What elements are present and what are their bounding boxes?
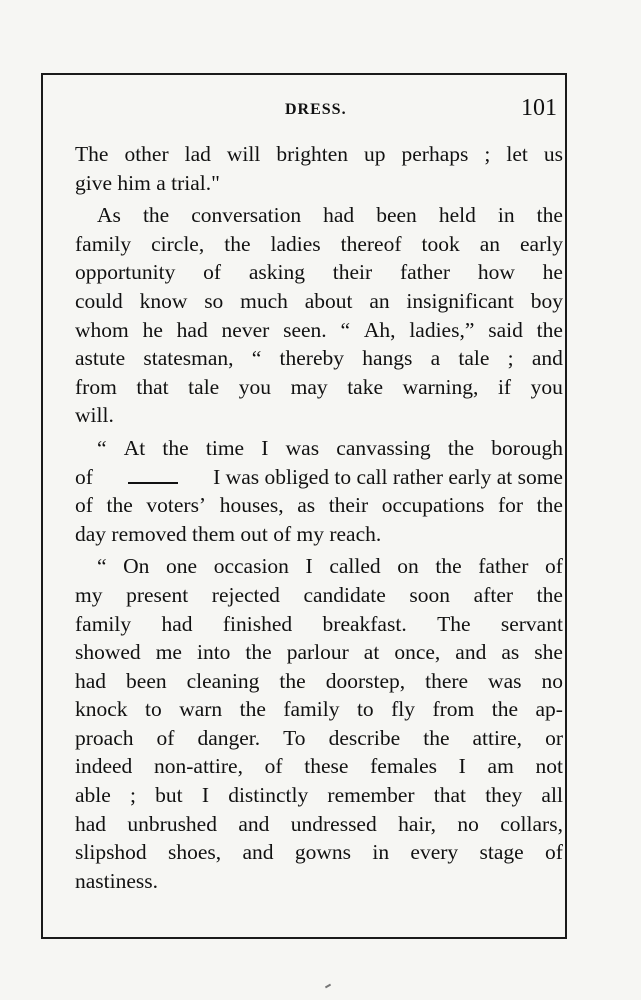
running-head — [75, 95, 565, 127]
word: the — [536, 582, 563, 607]
word: the — [435, 554, 462, 579]
word: he — [142, 317, 163, 342]
word: collars, — [500, 811, 563, 836]
word: ladies,” — [409, 317, 475, 342]
word: To — [283, 725, 306, 750]
word: statesman, — [143, 346, 234, 371]
word: parlour — [286, 640, 349, 665]
word: seen. — [283, 317, 327, 342]
word: hangs — [362, 346, 413, 371]
word: ; — [507, 346, 514, 371]
word: opportunity — [75, 260, 176, 285]
body-text — [75, 140, 563, 899]
word: had — [176, 317, 208, 342]
word: of — [545, 840, 563, 865]
word: On — [123, 554, 150, 579]
word: am — [487, 754, 514, 779]
word: there — [425, 668, 469, 693]
word: borough — [491, 435, 563, 460]
word: that — [136, 374, 169, 399]
word: other — [124, 142, 169, 166]
word: As — [97, 203, 121, 228]
text-line — [75, 838, 563, 867]
word: the — [536, 493, 563, 518]
word: of — [264, 754, 283, 779]
word: boy — [530, 288, 563, 313]
word: not — [535, 754, 563, 779]
word: knock — [75, 697, 128, 722]
word: the — [106, 493, 133, 518]
word: could — [75, 288, 123, 313]
word: the — [142, 203, 170, 228]
word: hair, — [398, 811, 437, 836]
word: able — [75, 783, 111, 808]
text-line — [75, 316, 563, 345]
word: how — [477, 260, 515, 285]
word: for — [498, 493, 524, 518]
word: at — [363, 640, 380, 665]
word: “ — [340, 317, 351, 342]
word: circle, — [151, 231, 205, 256]
word: I — [261, 435, 269, 460]
word: no — [541, 668, 563, 693]
text-line — [75, 258, 563, 287]
word: proach — [75, 725, 134, 750]
word: called — [329, 554, 381, 579]
paragraph-1 — [75, 140, 563, 197]
word: thereby — [279, 346, 344, 371]
word: describe — [328, 725, 401, 750]
word: “ — [251, 346, 262, 371]
word: of — [75, 493, 93, 518]
word: had — [161, 611, 193, 636]
word: finished — [222, 611, 293, 636]
text-line — [75, 581, 563, 610]
text-line — [75, 230, 563, 259]
word: the — [447, 435, 475, 460]
word: let — [506, 142, 528, 166]
word: but — [155, 783, 183, 808]
word: me — [155, 640, 182, 665]
word: from — [432, 697, 475, 722]
word: been — [376, 203, 417, 228]
word: candidate — [303, 582, 386, 607]
word: canvassing — [336, 435, 431, 460]
word: every — [410, 840, 459, 865]
word: astute — [75, 346, 126, 371]
word: asking — [248, 260, 305, 285]
word: I — [305, 554, 313, 579]
word: in — [372, 840, 390, 865]
print-speck — [325, 984, 331, 989]
word: as — [297, 493, 316, 518]
word: family — [75, 231, 132, 256]
word: I — [201, 783, 210, 808]
word: once, — [394, 640, 441, 665]
word: showed — [75, 640, 141, 665]
word: take — [347, 374, 383, 399]
word: danger. — [197, 725, 261, 750]
word: remember — [327, 783, 415, 808]
word: family — [283, 697, 340, 722]
word: in — [497, 203, 515, 228]
word: warn — [179, 697, 223, 722]
word: servant — [500, 611, 563, 636]
text-line-with-dash — [75, 463, 563, 492]
word: the — [279, 668, 306, 693]
word: or — [545, 725, 563, 750]
text-line: nastiness. — [75, 868, 159, 893]
word: ; — [484, 142, 491, 166]
word: and — [455, 640, 487, 665]
word: their — [332, 260, 373, 285]
word: the — [245, 640, 272, 665]
word: about — [304, 288, 353, 313]
word: into — [196, 640, 231, 665]
word: At — [123, 435, 146, 460]
word: been — [126, 668, 167, 693]
word: present — [126, 582, 189, 607]
word: the — [224, 231, 251, 256]
word: conversation — [191, 203, 302, 228]
word: held — [438, 203, 476, 228]
word: The — [75, 142, 109, 166]
word: indeed — [75, 754, 133, 779]
text-line — [75, 752, 563, 781]
word: cleaning — [186, 668, 260, 693]
paragraph-3 — [75, 434, 563, 548]
word: had — [75, 811, 107, 836]
word: houses, — [219, 493, 284, 518]
word: and — [238, 811, 270, 836]
word: my — [75, 582, 103, 607]
word: ; — [130, 783, 136, 808]
word: they — [485, 783, 523, 808]
word: that — [433, 783, 467, 808]
word: of — [545, 554, 563, 579]
word: rejected — [211, 582, 280, 607]
word: never — [221, 317, 270, 342]
word: fly — [391, 697, 416, 722]
word: as — [501, 640, 520, 665]
text-line — [75, 667, 563, 696]
paragraph-2 — [75, 201, 563, 430]
word: ap- — [535, 697, 563, 722]
word: of — [203, 260, 222, 285]
word: one — [166, 554, 198, 579]
line-rest: I was obliged to call rather early at some — [213, 464, 563, 489]
word: attire, — [472, 725, 523, 750]
word: on — [397, 554, 419, 579]
page-number: 101 — [521, 95, 557, 121]
word: gowns — [294, 840, 352, 865]
word: no — [457, 811, 479, 836]
word: was — [285, 435, 320, 460]
word: “ — [97, 554, 107, 579]
word: breakfast. — [322, 611, 407, 636]
word: of — [156, 725, 175, 750]
word: voters’ — [146, 493, 207, 518]
word: an — [479, 231, 501, 256]
running-title: DRESS. — [285, 101, 347, 118]
word: much — [240, 288, 288, 313]
text-line: will. — [75, 403, 114, 428]
text-line — [75, 491, 563, 520]
text-line — [75, 373, 563, 402]
word: I — [458, 754, 466, 779]
paragraph-4 — [75, 552, 563, 895]
word: us — [543, 142, 563, 166]
word: so — [204, 288, 224, 313]
text-line — [75, 724, 563, 753]
text-line — [75, 344, 563, 373]
text-line — [75, 201, 563, 230]
word: the — [239, 697, 266, 722]
word: stage — [479, 840, 524, 865]
word: the — [162, 435, 189, 460]
word: after — [473, 582, 514, 607]
word: perhaps — [401, 142, 469, 166]
text-line — [75, 695, 563, 724]
word: you — [530, 374, 563, 399]
word: time — [205, 435, 245, 460]
word: all — [541, 783, 563, 808]
word: had — [323, 203, 355, 228]
word: the — [536, 203, 563, 228]
word: insignificant — [406, 288, 514, 313]
text-line — [75, 810, 563, 839]
word: lad — [184, 142, 211, 166]
word: non-attire, — [154, 754, 243, 779]
word: undressed — [290, 811, 377, 836]
word: these — [304, 754, 349, 779]
text-line — [75, 638, 563, 667]
word: he — [542, 260, 563, 285]
text-line — [75, 552, 563, 581]
word: doorstep, — [325, 668, 406, 693]
word: father — [478, 554, 529, 579]
word: the — [491, 697, 518, 722]
word: know — [139, 288, 188, 313]
word: shoes, — [168, 840, 222, 865]
text-line — [75, 781, 563, 810]
word: the — [536, 317, 563, 342]
word: had — [75, 668, 107, 693]
word: occasion — [213, 554, 289, 579]
word: she — [534, 640, 563, 665]
word: ladies — [270, 231, 321, 256]
word: warning, — [402, 374, 479, 399]
word: their — [328, 493, 369, 518]
word: soon — [409, 582, 451, 607]
word: up — [364, 142, 386, 166]
word: family — [75, 611, 132, 636]
word: females — [370, 754, 437, 779]
word: thereof — [340, 231, 402, 256]
word: may — [290, 374, 328, 399]
word: early — [520, 231, 563, 256]
word: slipshod — [75, 840, 147, 865]
word: father — [399, 260, 451, 285]
word: distinctly — [228, 783, 309, 808]
word: a — [430, 346, 441, 371]
word: tale — [458, 346, 490, 371]
word: occupations — [381, 493, 485, 518]
word: you — [238, 374, 272, 399]
word: and — [242, 840, 274, 865]
word: brighten — [276, 142, 349, 166]
word: Ah, — [363, 317, 396, 342]
word: to — [356, 697, 374, 722]
word: whom — [75, 317, 129, 342]
word: “ — [97, 435, 107, 460]
word: from — [75, 374, 117, 399]
text-line — [75, 287, 563, 316]
text-line: give him a trial." — [75, 170, 220, 195]
word: to — [145, 697, 162, 722]
text-line — [75, 140, 563, 169]
word: The — [437, 611, 471, 636]
word: the — [423, 725, 450, 750]
word: was — [488, 668, 522, 693]
word: and — [531, 346, 563, 371]
text-line: day removed them out of my reach. — [75, 521, 382, 546]
text-line — [75, 610, 563, 639]
word: will — [226, 142, 261, 166]
word: said — [488, 317, 523, 342]
line-prefix: of — [75, 464, 93, 489]
word: an — [369, 288, 390, 313]
word: took — [421, 231, 460, 256]
name-dash — [128, 456, 178, 485]
word: tale — [188, 374, 220, 399]
word: if — [497, 374, 512, 399]
word: unbrushed — [127, 811, 217, 836]
